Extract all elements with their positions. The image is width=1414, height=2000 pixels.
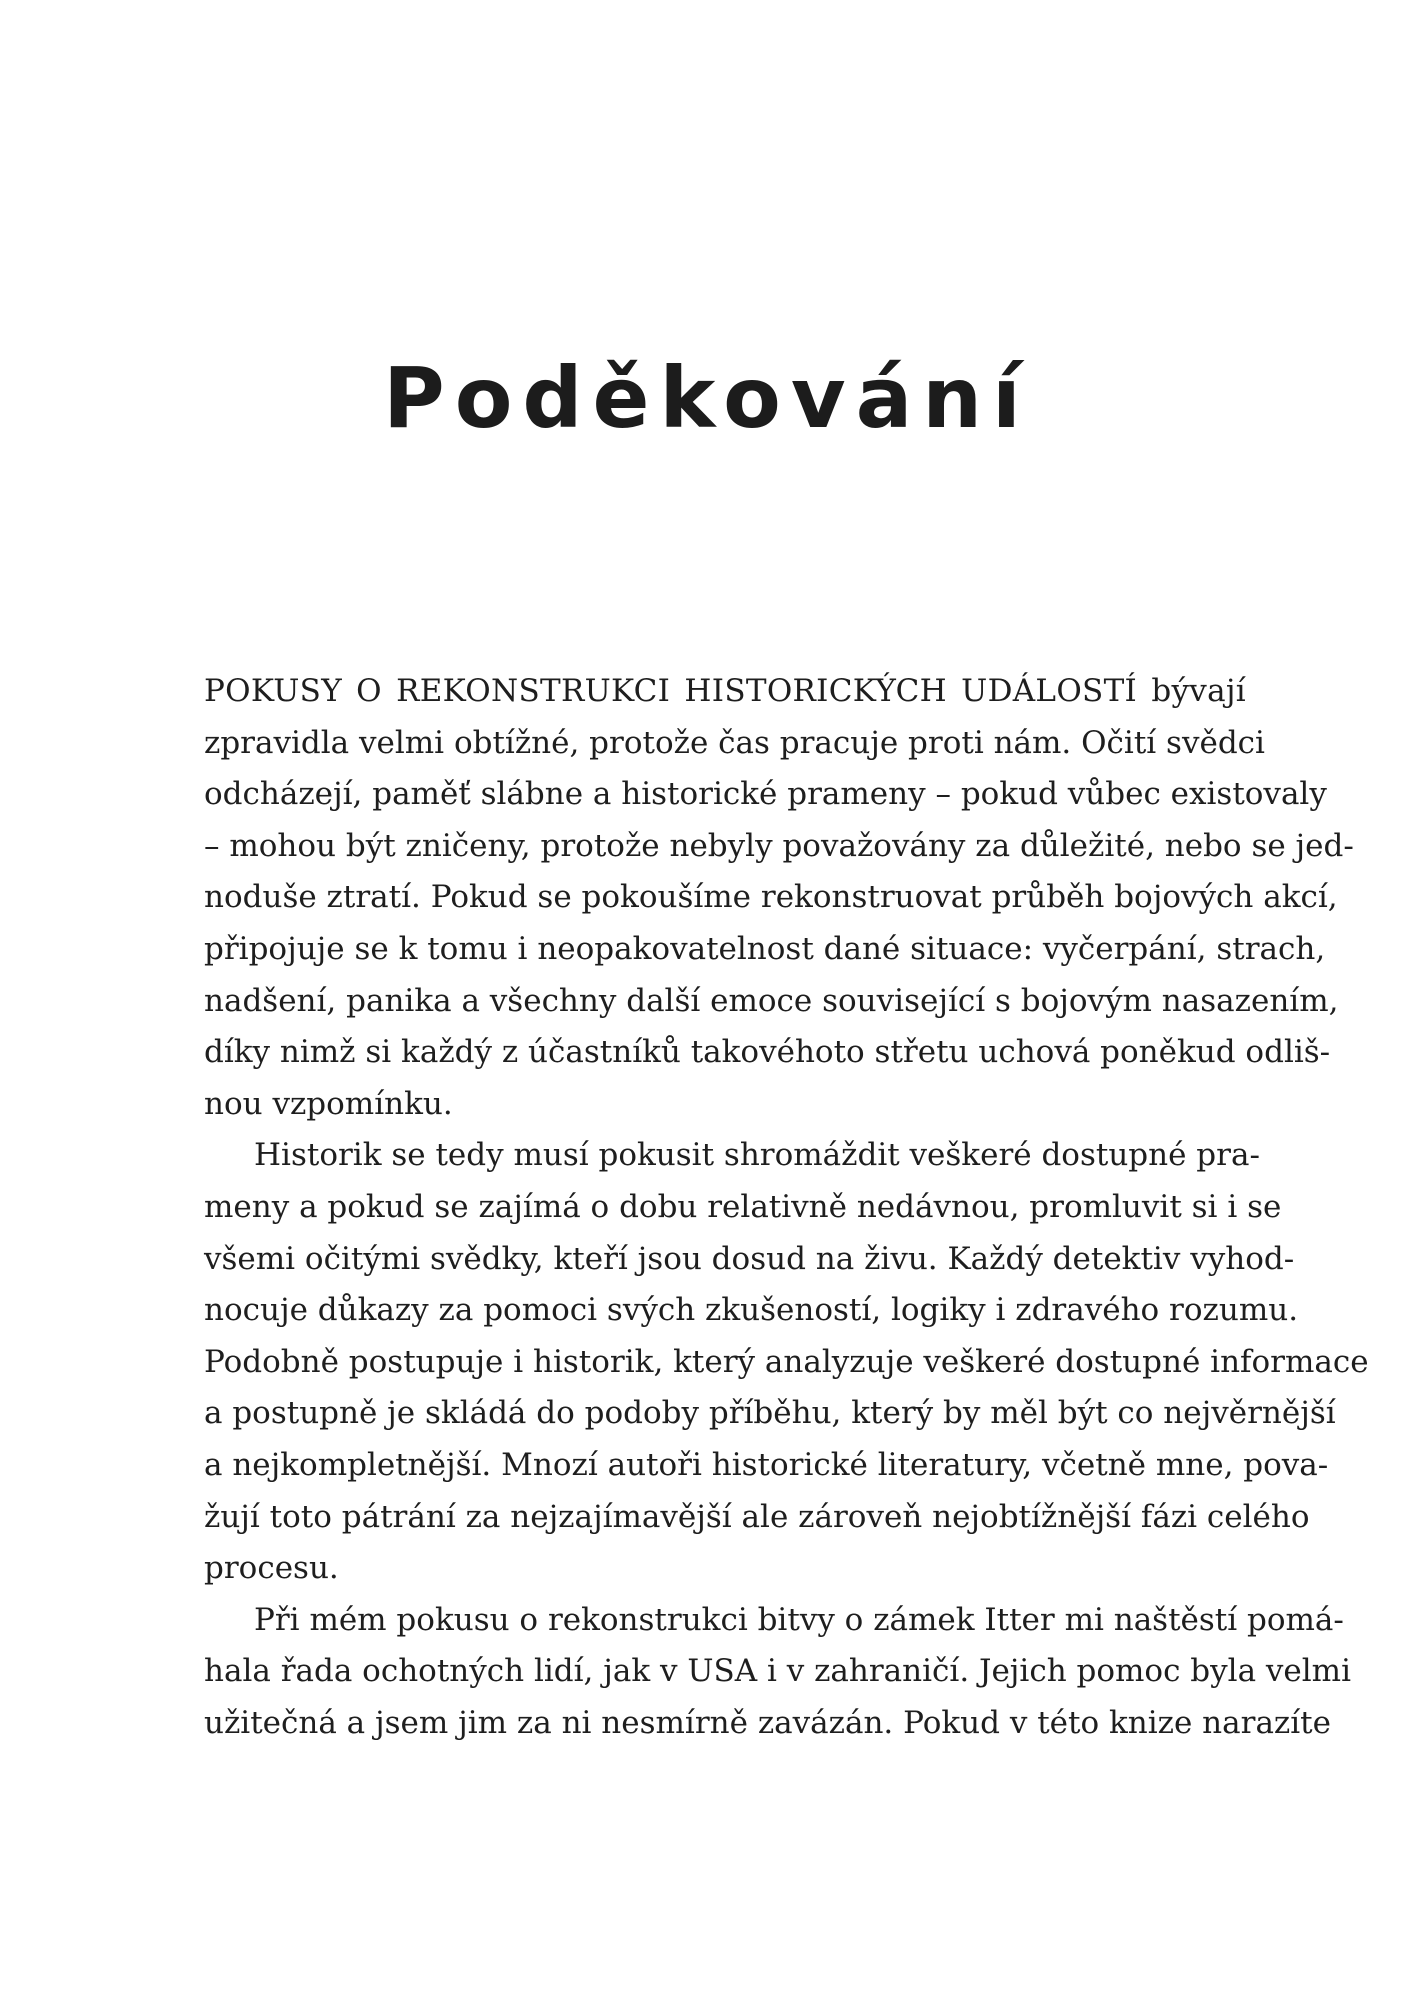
text-line: nocuje důkazy za pomoci svých zkušeností, logiky i zdravého rozumu. <box>204 1292 1299 1329</box>
text-line: procesu. <box>204 1550 339 1587</box>
text-line: zpravidla velmi obtížné, protože čas pracuje proti nám. Očití svědci <box>204 724 1265 761</box>
text-line: Historik se tedy musí pokusit shromáždit veškeré dostupné pra- <box>254 1137 1260 1174</box>
text-line: meny a pokud se zajímá o dobu relativně nedávnou, promluvit si i se <box>204 1188 1282 1225</box>
text-line: noduše ztratí. Pokud se pokoušíme rekonstruovat průběh bojových akcí, <box>204 879 1338 916</box>
text-line: a nejkompletnější. Mnozí autoři historické literatury, včetně mne, pova- <box>204 1446 1329 1483</box>
text-line: a postupně je skládá do podoby příběhu, který by měl být co nejvěrnější <box>204 1395 1336 1432</box>
body-text <box>204 666 1369 1749</box>
text-line: žují toto pátrání za nejzajímavější ale zároveň nejobtížnější fázi celého <box>204 1498 1310 1535</box>
text-line: – mohou být zničeny, protože nebyly považovány za důležité, nebo se jed- <box>204 827 1354 864</box>
text-line: všemi očitými svědky, kteří jsou dosud na živu. Každý detektiv vyhod- <box>204 1240 1295 1277</box>
text-line: hala řada ochotných lidí, jak v USA i v zahraničí. Jejich pomoc byla velmi <box>204 1653 1351 1690</box>
text-line: nou vzpomínku. <box>204 1085 453 1122</box>
page-title: Poděkování <box>383 349 1031 447</box>
text-line: Při mém pokusu o rekonstrukci bitvy o zámek Itter mi naštěstí pomá- <box>254 1601 1344 1638</box>
text-line: připojuje se k tomu i neopakovatelnost dané situace: vyčerpání, strach, <box>204 930 1326 967</box>
text-line: díky nimž si každý z účastníků takovéhoto střetu uchová poněkud odliš- <box>204 1034 1331 1071</box>
text-line: odcházejí, paměť slábne a historické prameny – pokud vůbec existovaly <box>204 776 1327 813</box>
text-line: POKUSY O REKONSTRUKCI HISTORICKÝCH UDÁLOSTÍ bývají <box>204 673 1246 709</box>
text-line: Podobně postupuje i historik, který analyzuje veškeré dostupné informace <box>204 1343 1369 1380</box>
text-line: užitečná a jsem jim za ni nesmírně zavázán. Pokud v této knize narazíte <box>204 1704 1331 1741</box>
text-line: nadšení, panika a všechny další emoce související s bojovým nasazením, <box>204 982 1339 1019</box>
